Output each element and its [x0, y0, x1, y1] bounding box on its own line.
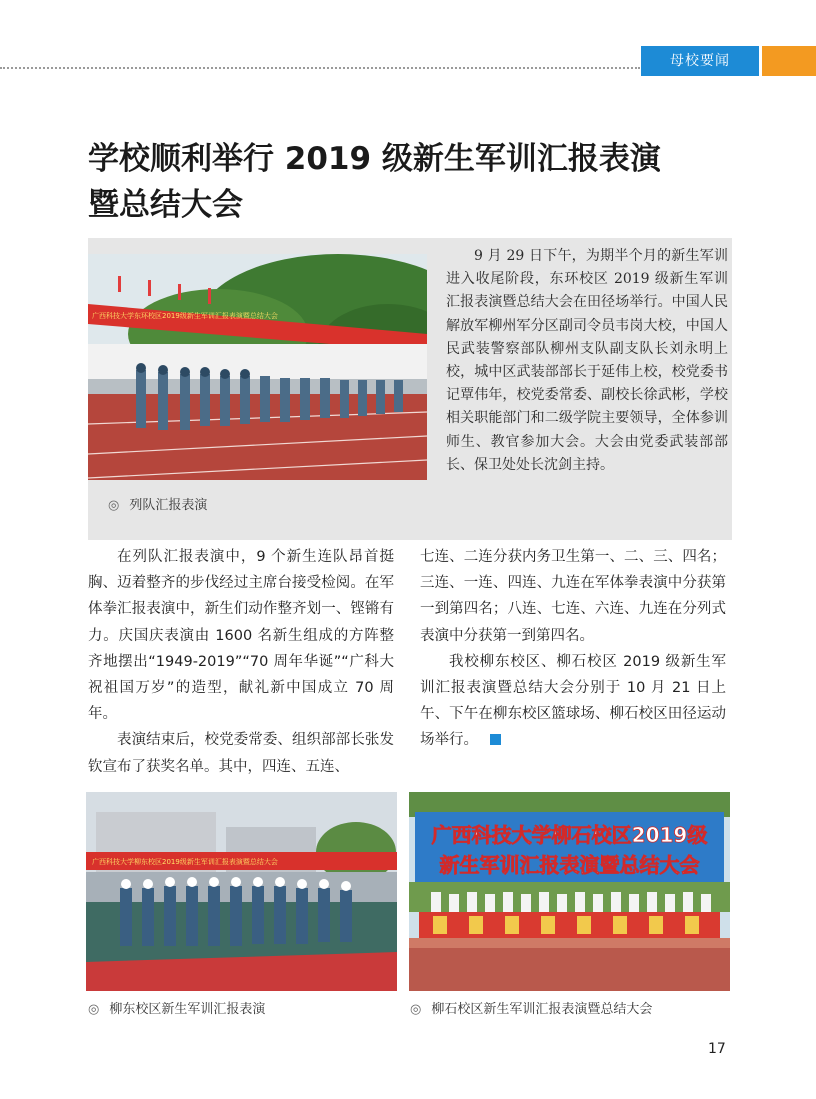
- page-number: 17: [708, 1041, 726, 1057]
- photo-liushi-campus: [409, 792, 730, 991]
- intro-text: 9 月 29 日下午，为期半个月的新生军训进入收尾阶段，东环校区 2019 级新生军训汇报表演暨总结大会在田径场举行。中国人民解放军柳州军分区副司令员韦岗大校，中国人民武装警察部队柳州支队副支队长刘永明上校，城中区武装部部长于延伟上校，校党委书记覃伟年，校党委常委、副校长徐武彬，学校相关职能部门和二级学院主要领导，全体参训师生、教官参加大会。大会由党委武装部部长、保卫处处长沈剑主持。: [446, 248, 728, 473]
- photo-liudong-campus: [86, 792, 397, 991]
- right-photo-banner-line-2: 新生军训汇报表演暨总结大会: [439, 853, 700, 877]
- section-label-tab[interactable]: 母校要闻: [641, 46, 759, 76]
- body-paragraph-3-text: 我校柳东校区、柳石校区 2019 级新生军训汇报表演暨总结大会分别于 10 月 21 日上午、下午在柳东校区篮球场、柳石校区田径运动场举行。: [420, 653, 726, 749]
- body-paragraph-1: 在列队汇报表演中，9 个新生连队昂首挺胸、迈着整齐的步伐经过主席台接受检阅。在军体拳汇报表演中，新生们动作整齐划一、铿锵有力。庆国庆表演由 1600 名新生组成的方阵整齐地摆出“1949-2019”“70 周年华诞”“广科大祝祖国万岁”的造型，献礼新中国成立 70 周年。: [88, 549, 394, 723]
- end-of-article-icon: [490, 734, 501, 745]
- article-title-line-2: 暨总结大会: [88, 187, 243, 223]
- photo-parade-march: [88, 254, 427, 480]
- main-photo-banner-text: 广西科技大学东环校区2019级新生军训汇报表演暨总结大会: [92, 312, 278, 320]
- header-accent-block: [762, 46, 816, 76]
- body-paragraph-2-continued: 七连、二连分获内务卫生第一、二、三、四名；三连、一连、四连、九连在军体拳表演中分获第一到第四名；八连、七连、六连、九连在分列式表演中分获第一到第四名。: [420, 549, 726, 644]
- article-title-line-1: 学校顺利举行 2019 级新生军训汇报表演: [88, 141, 661, 177]
- caption-mark-icon: ◎: [108, 498, 120, 513]
- body-paragraph-3: [420, 649, 726, 754]
- body-left-column: [88, 544, 394, 780]
- caption-mark-icon: ◎: [88, 1002, 100, 1017]
- caption-parade-march: [108, 494, 207, 513]
- article-title: [88, 136, 748, 228]
- caption-text: 柳石校区新生军训汇报表演暨总结大会: [431, 1002, 653, 1017]
- caption-liudong-campus: [88, 998, 265, 1017]
- body-paragraph-2: 表演结束后，校党委常委、组织部部长张发钦宣布了获奖名单。其中，四连、五连、: [88, 732, 394, 775]
- caption-text: 柳东校区新生军训汇报表演: [109, 1002, 266, 1017]
- right-photo-banner-line-1: 广西科技大学柳石校区2019级: [431, 823, 708, 847]
- left-photo-banner-text: 广西科技大学柳东校区2019级新生军训汇报表演暨总结大会: [92, 858, 278, 866]
- caption-liushi-campus: [410, 998, 652, 1017]
- intro-paragraph: [446, 245, 728, 477]
- caption-text: 列队汇报表演: [129, 498, 208, 513]
- header-dotted-rule: [0, 67, 640, 69]
- caption-mark-icon: ◎: [410, 1002, 422, 1017]
- body-right-column: [420, 544, 726, 754]
